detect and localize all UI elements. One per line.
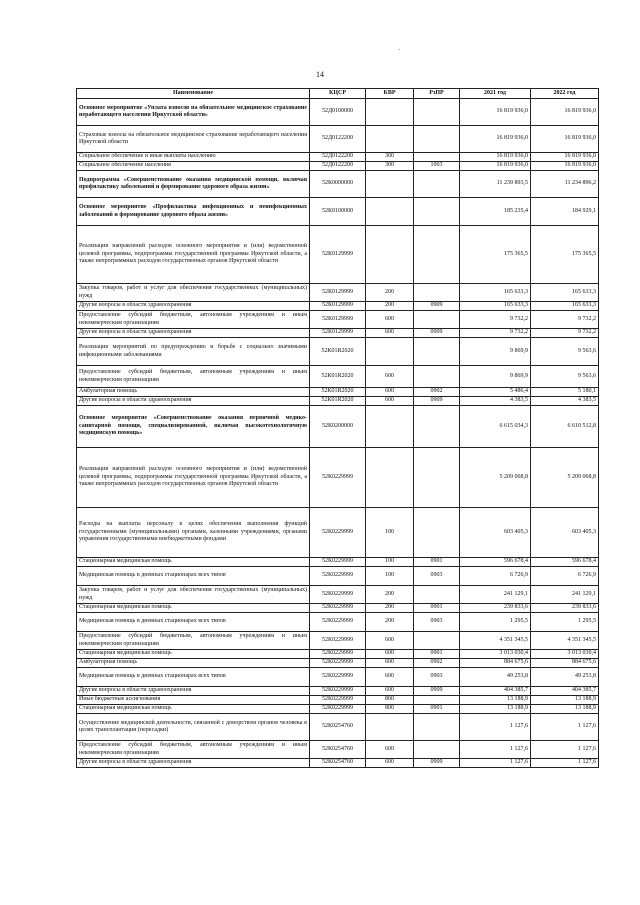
cell-kvr: 800 xyxy=(366,705,414,714)
cell-rzpr xyxy=(414,198,460,226)
cell-rzpr: 0909 xyxy=(414,397,460,406)
cell-2021: 16 819 936,0 xyxy=(460,153,531,162)
table-row xyxy=(77,126,599,153)
cell-kcsr: 52К0229999 xyxy=(310,586,366,604)
table-row xyxy=(77,687,599,696)
cell-2022: 9 563,6 xyxy=(531,338,599,366)
cell-2021: 9 732,2 xyxy=(460,329,531,338)
cell-kcsr: 52К0229999 xyxy=(310,613,366,632)
cell-2022: 9 563,6 xyxy=(531,366,599,388)
cell-2022: 239 833,6 xyxy=(531,604,599,613)
cell-kvr: 600 xyxy=(366,659,414,668)
cell-kcsr: 52К0200000 xyxy=(310,406,366,448)
cell-kcsr: 52К0129999 xyxy=(310,311,366,329)
cell-2021: 13 188,9 xyxy=(460,696,531,705)
cell-kvr: 100 xyxy=(366,558,414,567)
cell-kcsr: 52Д0122200 xyxy=(310,126,366,153)
cell-kvr: 600 xyxy=(366,388,414,397)
cell-kvr: 600 xyxy=(366,311,414,329)
cell-2021: 5 486,4 xyxy=(460,388,531,397)
cell-name: Другие вопросы в области здравоохранения xyxy=(77,687,310,696)
cell-name: Закупка товаров, работ и услуг для обеспечения государственных (муниципальных) нужд xyxy=(77,586,310,604)
cell-name: Медицинская помощь в дневных стационарах всех типов xyxy=(77,567,310,586)
cell-kcsr: 52К0254760 xyxy=(310,759,366,768)
cell-2021: 404 385,7 xyxy=(460,687,531,696)
cell-2022: 3 013 030,4 xyxy=(531,650,599,659)
cell-rzpr xyxy=(414,284,460,302)
cell-kcsr: 52К0229999 xyxy=(310,558,366,567)
cell-kcsr: 52К0229999 xyxy=(310,705,366,714)
cell-2022: 165 633,3 xyxy=(531,284,599,302)
table-row xyxy=(77,759,599,768)
cell-2021: 1 127,6 xyxy=(460,714,531,741)
budget-table xyxy=(76,88,599,768)
cell-kcsr: 52К0129999 xyxy=(310,226,366,284)
table-row xyxy=(77,696,599,705)
cell-kvr: 600 xyxy=(366,329,414,338)
table-header-row xyxy=(77,89,599,99)
cell-name: Стационарная медицинская помощь xyxy=(77,650,310,659)
header-name: Наименование xyxy=(77,89,310,99)
cell-rzpr xyxy=(414,586,460,604)
cell-kcsr: 52Д0122200 xyxy=(310,153,366,162)
cell-kvr: 200 xyxy=(366,613,414,632)
cell-2021: 4 383,5 xyxy=(460,397,531,406)
cell-rzpr: 0909 xyxy=(414,302,460,311)
cell-2022: 6 610 512,8 xyxy=(531,406,599,448)
cell-2022: 4 383,5 xyxy=(531,397,599,406)
cell-kvr: 100 xyxy=(366,508,414,558)
cell-rzpr xyxy=(414,714,460,741)
cell-name: Другие вопросы в области здравоохранения xyxy=(77,759,310,768)
cell-kvr: 200 xyxy=(366,586,414,604)
cell-kvr: 600 xyxy=(366,759,414,768)
cell-2022: 1 127,6 xyxy=(531,714,599,741)
cell-2022: 1 295,5 xyxy=(531,613,599,632)
cell-kcsr: 52К0100000 xyxy=(310,198,366,226)
cell-name: Страховые взносы на обязательное медицинское страхование неработающего населения Иркутской области xyxy=(77,126,310,153)
cell-kcsr: 52К0229999 xyxy=(310,650,366,659)
cell-2022: 16 819 936,0 xyxy=(531,99,599,126)
cell-kvr xyxy=(366,448,414,508)
cell-name: Предоставление субсидий бюджетным, автономным учреждениям и иным некоммерческим организациям xyxy=(77,632,310,650)
cell-kcsr: 52К0129999 xyxy=(310,329,366,338)
cell-name: Другие вопросы в области здравоохранения xyxy=(77,397,310,406)
cell-rzpr xyxy=(414,171,460,198)
cell-kvr xyxy=(366,171,414,198)
table-row xyxy=(77,311,599,329)
cell-2021: 175 365,5 xyxy=(460,226,531,284)
cell-name: Основное мероприятие «Профилактика инфекционных и неинфекционных заболеваний и формирование здорового образа жизни» xyxy=(77,198,310,226)
cell-2021: 16 819 936,0 xyxy=(460,126,531,153)
cell-rzpr: 0909 xyxy=(414,329,460,338)
cell-2021: 3 013 030,4 xyxy=(460,650,531,659)
cell-kcsr: 52К0229999 xyxy=(310,448,366,508)
cell-2022: 603 405,3 xyxy=(531,508,599,558)
cell-rzpr xyxy=(414,741,460,759)
table-row xyxy=(77,659,599,668)
cell-rzpr xyxy=(414,448,460,508)
table-row xyxy=(77,604,599,613)
cell-2021: 9 732,2 xyxy=(460,311,531,329)
cell-name: Социальное обеспечение и иные выплаты населению xyxy=(77,153,310,162)
cell-kcsr: 52Д0100000 xyxy=(310,99,366,126)
cell-2022: 11 234 896,2 xyxy=(531,171,599,198)
table-row xyxy=(77,198,599,226)
cell-2021: 185 235,4 xyxy=(460,198,531,226)
cell-rzpr: 0903 xyxy=(414,567,460,586)
cell-kvr: 200 xyxy=(366,284,414,302)
cell-kvr: 600 xyxy=(366,632,414,650)
cell-name: Другие вопросы в области здравоохранения xyxy=(77,329,310,338)
cell-kcsr: 52К0229999 xyxy=(310,696,366,705)
cell-rzpr xyxy=(414,153,460,162)
table-row xyxy=(77,406,599,448)
cell-kvr: 200 xyxy=(366,302,414,311)
table-row xyxy=(77,558,599,567)
header-2021: 2021 год xyxy=(460,89,531,99)
cell-name: Расходы на выплаты персоналу в целях обеспечения выполнения функций государственными (муниципальными) органами, казенными учреждениями, органами управления государственными внебюджетными фондами xyxy=(77,508,310,558)
cell-2022: 16 819 936,0 xyxy=(531,153,599,162)
cell-2021: 6 615 034,3 xyxy=(460,406,531,448)
cell-2021: 241 129,1 xyxy=(460,586,531,604)
cell-name: Предоставление субсидий бюджетным, автономным учреждениям и иным некоммерческим организациям xyxy=(77,366,310,388)
cell-name: Предоставление субсидий бюджетным, автономным учреждениям и иным некоммерческим организациям xyxy=(77,311,310,329)
cell-kvr xyxy=(366,198,414,226)
cell-name: Предоставление субсидий бюджетным, автономным учреждениям и иным некоммерческим организациям xyxy=(77,741,310,759)
cell-kvr: 600 xyxy=(366,668,414,687)
cell-rzpr: 0901 xyxy=(414,650,460,659)
cell-2021: 6 726,9 xyxy=(460,567,531,586)
cell-2021: 13 188,9 xyxy=(460,705,531,714)
cell-2021: 239 833,6 xyxy=(460,604,531,613)
table-row xyxy=(77,329,599,338)
table-row xyxy=(77,705,599,714)
table-row xyxy=(77,171,599,198)
cell-2021: 4 351 345,5 xyxy=(460,632,531,650)
cell-kvr: 300 xyxy=(366,162,414,171)
cell-rzpr xyxy=(414,311,460,329)
cell-name: Основное мероприятие «Совершенствование оказания первичной медико-санитарной помощи, специализированной, включая высокотехнологичную медицинскую помощь» xyxy=(77,406,310,448)
table-row xyxy=(77,388,599,397)
table-row xyxy=(77,338,599,366)
header-2022: 2022 год xyxy=(531,89,599,99)
cell-2021: 884 675,6 xyxy=(460,659,531,668)
cell-kcsr: 52К0229999 xyxy=(310,508,366,558)
cell-2022: 9 732,2 xyxy=(531,329,599,338)
cell-kcsr: 52К01R2020 xyxy=(310,397,366,406)
cell-kvr xyxy=(366,406,414,448)
cell-2021: 16 819 936,0 xyxy=(460,99,531,126)
cell-name: Основное мероприятие «Уплата взносов на обязательное медицинское страхование неработающего населения Иркутской области» xyxy=(77,99,310,126)
cell-name: Реализация мероприятий по предупреждению и борьбе с социально значимыми инфекционными заболеваниями xyxy=(77,338,310,366)
cell-rzpr: 0901 xyxy=(414,705,460,714)
header-kcsr: КЦСР xyxy=(310,89,366,99)
cell-2022: 6 726,9 xyxy=(531,567,599,586)
cell-2021: 1 295,5 xyxy=(460,613,531,632)
cell-kvr xyxy=(366,99,414,126)
cell-kvr: 600 xyxy=(366,650,414,659)
cell-2022: 184 929,1 xyxy=(531,198,599,226)
cell-2021: 16 819 936,0 xyxy=(460,162,531,171)
cell-kcsr: 52Д0122200 xyxy=(310,162,366,171)
cell-kcsr: 52К0229999 xyxy=(310,604,366,613)
cell-kvr: 200 xyxy=(366,604,414,613)
cell-kcsr: 52К01R2020 xyxy=(310,388,366,397)
cell-rzpr xyxy=(414,366,460,388)
cell-2022: 404 385,7 xyxy=(531,687,599,696)
cell-2022: 5 209 068,8 xyxy=(531,448,599,508)
table-row xyxy=(77,226,599,284)
cell-2022: 1 127,6 xyxy=(531,741,599,759)
table-row xyxy=(77,302,599,311)
cell-rzpr xyxy=(414,126,460,153)
cell-2022: 165 633,3 xyxy=(531,302,599,311)
cell-rzpr xyxy=(414,406,460,448)
cell-rzpr: 0901 xyxy=(414,604,460,613)
cell-kcsr: 52К0254760 xyxy=(310,714,366,741)
cell-rzpr: 0909 xyxy=(414,687,460,696)
cell-kcsr: 52К0229999 xyxy=(310,668,366,687)
cell-rzpr xyxy=(414,508,460,558)
cell-rzpr xyxy=(414,696,460,705)
cell-2021: 1 127,6 xyxy=(460,741,531,759)
table-row xyxy=(77,99,599,126)
cell-name: Социальное обеспечение населения xyxy=(77,162,310,171)
header-rzpr: РзПР xyxy=(414,89,460,99)
cell-kcsr: 52К0129999 xyxy=(310,284,366,302)
cell-rzpr: 1003 xyxy=(414,162,460,171)
cell-kcsr: 52К0229999 xyxy=(310,567,366,586)
cell-2021: 49 253,8 xyxy=(460,668,531,687)
cell-2022: 175 365,5 xyxy=(531,226,599,284)
cell-kvr: 600 xyxy=(366,741,414,759)
cell-kcsr: 52К0229999 xyxy=(310,632,366,650)
cell-2021: 9 869,9 xyxy=(460,338,531,366)
cell-2022: 241 129,1 xyxy=(531,586,599,604)
cell-kvr: 600 xyxy=(366,366,414,388)
cell-name: Стационарная медицинская помощь xyxy=(77,705,310,714)
cell-2021: 9 869,9 xyxy=(460,366,531,388)
cell-rzpr xyxy=(414,338,460,366)
cell-2022: 13 188,9 xyxy=(531,696,599,705)
cell-name: Иные бюджетные ассигнования xyxy=(77,696,310,705)
table-row xyxy=(77,508,599,558)
cell-name: Подпрограмма «Совершенствование оказания медицинской помощи, включая профилактику заболеваний и формирование здорового образа жизни» xyxy=(77,171,310,198)
cell-name: Реализация направлений расходов основного мероприятия и (или) ведомственной целевой программы, подпрограммы государственной программы Иркутской области, а также непрограммных расходов государственных органов Иркутской области xyxy=(77,448,310,508)
cell-kcsr: 52К0229999 xyxy=(310,659,366,668)
cell-kcsr: 52К0129999 xyxy=(310,302,366,311)
cell-kvr: 100 xyxy=(366,567,414,586)
cell-kvr: 600 xyxy=(366,397,414,406)
table-row xyxy=(77,632,599,650)
cell-2022: 49 253,8 xyxy=(531,668,599,687)
cell-2022: 16 819 936,0 xyxy=(531,162,599,171)
cell-kcsr: 52К01R2020 xyxy=(310,338,366,366)
cell-kcsr: 52К0000000 xyxy=(310,171,366,198)
cell-name: Реализация направлений расходов основного мероприятия и (или) ведомственной целевой программы, подпрограммы государственной программы Иркутской области, а также непрограммных расходов государственных органов Иркутской области xyxy=(77,226,310,284)
cell-kcsr: 52К0254760 xyxy=(310,741,366,759)
table-body xyxy=(77,99,599,768)
table-row xyxy=(77,567,599,586)
cell-kvr: 600 xyxy=(366,687,414,696)
cell-name: Осуществление медицинской деятельности, связанной с донорством органов человека в целях трансплантации (пересадки) xyxy=(77,714,310,741)
cell-name: Закупка товаров, работ и услуг для обеспечения государственных (муниципальных) нужд xyxy=(77,284,310,302)
table-row xyxy=(77,366,599,388)
cell-2022: 1 127,6 xyxy=(531,759,599,768)
page-number: 14 xyxy=(316,70,324,79)
table-row xyxy=(77,650,599,659)
table-row xyxy=(77,397,599,406)
cell-rzpr: 0902 xyxy=(414,659,460,668)
cell-name: Медицинская помощь в дневных стационарах всех типов xyxy=(77,668,310,687)
table-row xyxy=(77,714,599,741)
cell-kcsr: 52К0229999 xyxy=(310,687,366,696)
cell-rzpr xyxy=(414,226,460,284)
cell-2022: 596 678,4 xyxy=(531,558,599,567)
cell-rzpr: 0903 xyxy=(414,613,460,632)
cell-rzpr xyxy=(414,632,460,650)
cell-2022: 13 188,9 xyxy=(531,705,599,714)
cell-rzpr: 0909 xyxy=(414,759,460,768)
table-row xyxy=(77,284,599,302)
cell-2021: 603 405,3 xyxy=(460,508,531,558)
table-row xyxy=(77,448,599,508)
header-kvr: КВР xyxy=(366,89,414,99)
cell-name: Амбулаторная помощь xyxy=(77,388,310,397)
cell-name: Амбулаторная помощь xyxy=(77,659,310,668)
table-row xyxy=(77,668,599,687)
cell-2021: 165 633,3 xyxy=(460,302,531,311)
cell-2022: 884 675,6 xyxy=(531,659,599,668)
cell-kvr xyxy=(366,338,414,366)
table-row xyxy=(77,741,599,759)
cell-name: Стационарная медицинская помощь xyxy=(77,604,310,613)
cell-name: Стационарная медицинская помощь xyxy=(77,558,310,567)
cell-2021: 1 127,6 xyxy=(460,759,531,768)
cell-2022: 9 732,2 xyxy=(531,311,599,329)
cell-rzpr xyxy=(414,99,460,126)
table-row xyxy=(77,613,599,632)
cell-rzpr: 0901 xyxy=(414,558,460,567)
cell-kvr xyxy=(366,226,414,284)
cell-kvr xyxy=(366,126,414,153)
cell-2022: 16 819 936,0 xyxy=(531,126,599,153)
cell-name: Медицинская помощь в дневных стационарах всех типов xyxy=(77,613,310,632)
table-row xyxy=(77,586,599,604)
cell-rzpr: 0903 xyxy=(414,668,460,687)
cell-kvr xyxy=(366,714,414,741)
cell-rzpr: 0902 xyxy=(414,388,460,397)
cell-2022: 5 180,1 xyxy=(531,388,599,397)
cell-name: Другие вопросы в области здравоохранения xyxy=(77,302,310,311)
scan-mark: ` xyxy=(398,48,401,56)
cell-2022: 4 351 345,5 xyxy=(531,632,599,650)
cell-2021: 596 678,4 xyxy=(460,558,531,567)
cell-2021: 5 209 068,8 xyxy=(460,448,531,508)
cell-kvr: 800 xyxy=(366,696,414,705)
table-row xyxy=(77,162,599,171)
cell-kcsr: 52К01R2020 xyxy=(310,366,366,388)
cell-kvr: 300 xyxy=(366,153,414,162)
cell-2021: 11 239 893,5 xyxy=(460,171,531,198)
cell-2021: 165 633,3 xyxy=(460,284,531,302)
table-row xyxy=(77,153,599,162)
